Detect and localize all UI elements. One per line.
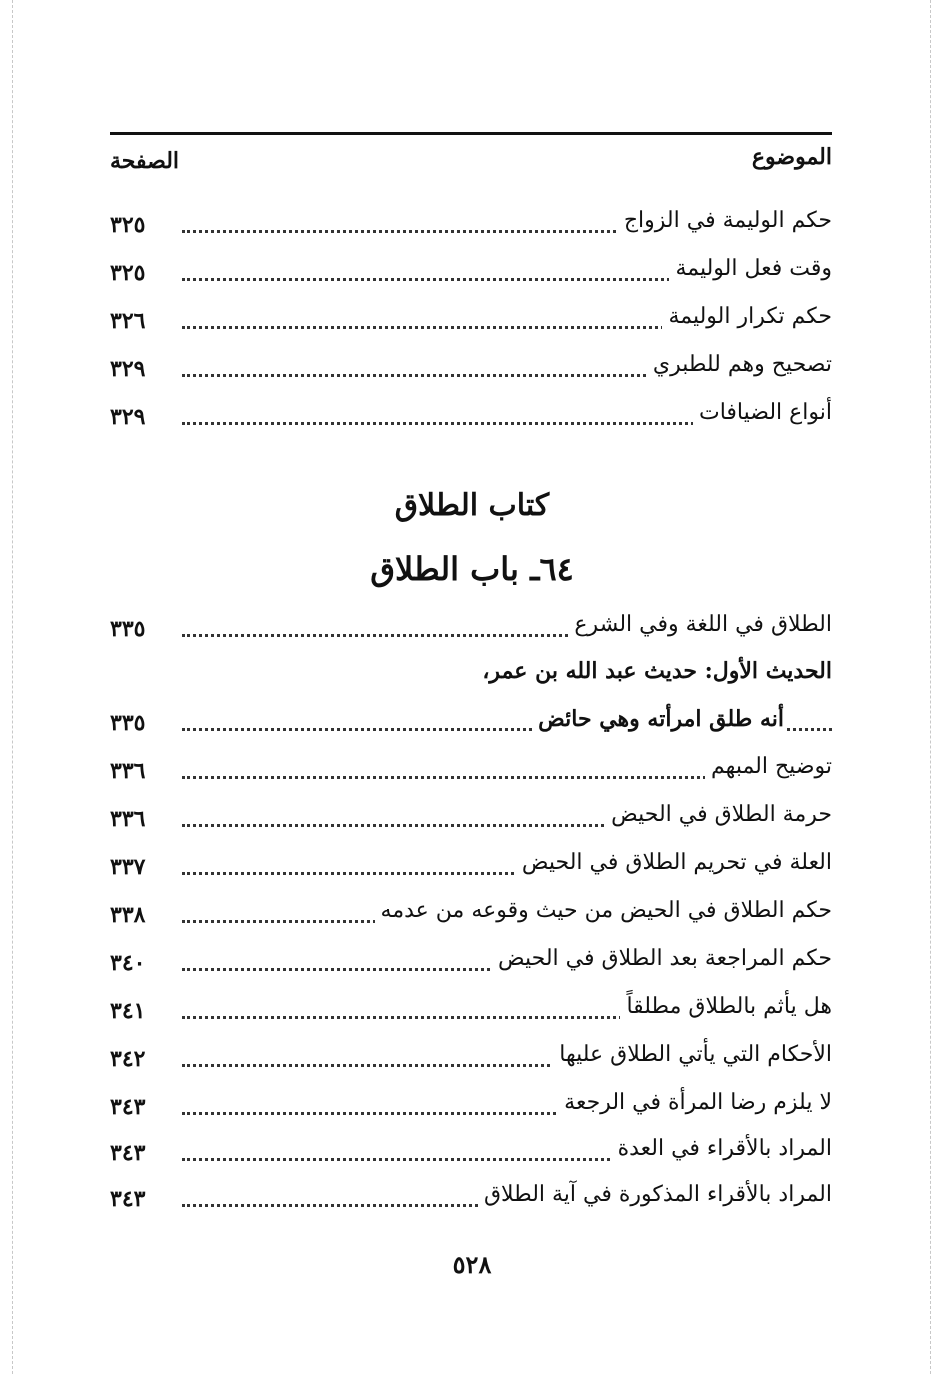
entry-page: ٣٢٦ — [110, 308, 146, 334]
entry-page: ٣٣٧ — [110, 854, 146, 880]
toc-entry — [110, 206, 832, 246]
entry-title: تصحيح وهم للطبري — [647, 352, 832, 377]
toc-entry — [110, 1180, 832, 1220]
entry-page: ٣٣٦ — [110, 758, 146, 784]
toc-entry — [110, 896, 832, 936]
toc-entry — [110, 752, 832, 792]
scan-edge-right — [930, 0, 931, 1374]
entry-page: ٣٤٠ — [110, 950, 146, 976]
entry-page: ٣٣٥ — [110, 710, 146, 736]
entry-title: حكم الطلاق في الحيض من حيث وقوعه من عدمه — [375, 898, 832, 923]
entry-title: أنواع الضيافات — [693, 400, 832, 425]
entry-page: ٣٣٦ — [110, 806, 146, 832]
entry-page: ٣٤٣ — [110, 1094, 146, 1120]
entry-title: حكم الوليمة في الزواج — [618, 208, 832, 233]
toc-entry — [110, 800, 832, 840]
entry-title: هل يأثم بالطلاق مطلقاً — [620, 994, 832, 1019]
entry-title: وقت فعل الوليمة — [669, 256, 832, 281]
scan-edge-left — [12, 0, 13, 1374]
entry-page: ٣٤٣ — [110, 1186, 146, 1212]
entry-title: أنه طلق امرأته وهي حائض — [532, 706, 784, 732]
toc-entry — [110, 944, 832, 984]
entry-title: حكم المراجعة بعد الطلاق في الحيض — [492, 946, 832, 971]
entry-page: ٣٢٥ — [110, 212, 146, 238]
entry-page: ٣٢٩ — [110, 356, 146, 382]
entry-page: ٣٢٥ — [110, 260, 146, 286]
entry-title: حرمة الطلاق في الحيض — [605, 802, 832, 827]
entry-title: حكم تكرار الوليمة — [662, 304, 832, 329]
page-number: ٥٢٨ — [452, 1250, 492, 1279]
toc-entry — [110, 1040, 832, 1080]
entry-title: المراد بالأقراء المذكورة في آية الطلاق — [478, 1182, 832, 1207]
toc-entry — [110, 254, 832, 294]
entry-page: ٣٣٨ — [110, 902, 146, 928]
toc-header — [110, 144, 832, 184]
toc-entry — [110, 704, 832, 744]
entry-page: ٣٤٣ — [110, 1140, 146, 1166]
toc-entry — [110, 610, 832, 650]
entry-title: لا يلزم رضا المرأة في الرجعة — [558, 1090, 832, 1115]
toc-entry — [110, 302, 832, 342]
entry-page: ٣٤٢ — [110, 1046, 146, 1072]
toc-entry — [110, 1134, 832, 1174]
header-rule — [110, 132, 832, 135]
toc-entry — [110, 992, 832, 1032]
chapter-title: ٦٤ـ باب الطلاق — [370, 550, 574, 588]
entry-page: ٣٣٥ — [110, 616, 146, 642]
header-page-label: الصفحة — [110, 148, 180, 174]
entry-title: الطلاق في اللغة وفي الشرع — [568, 612, 832, 637]
book-title: كتاب الطلاق — [394, 488, 550, 523]
entry-page: ٣٢٩ — [110, 404, 146, 430]
entry-title: الأحكام التي يأتي الطلاق عليها — [553, 1042, 832, 1067]
toc-entry — [110, 398, 832, 438]
hadith-heading — [110, 656, 832, 696]
hadith-heading-text: الحديث الأول: حديث عبد الله بن عمر، — [482, 658, 832, 684]
entry-page: ٣٤١ — [110, 998, 146, 1024]
toc-entry — [110, 848, 832, 888]
toc-entry — [110, 1088, 832, 1128]
entry-title: العلة في تحريم الطلاق في الحيض — [516, 850, 832, 875]
entry-title: المراد بالأقراء في العدة — [612, 1136, 832, 1161]
entry-title: توضيح المبهم — [705, 754, 832, 779]
toc-entry — [110, 350, 832, 390]
header-topic-label: الموضوع — [751, 144, 832, 170]
